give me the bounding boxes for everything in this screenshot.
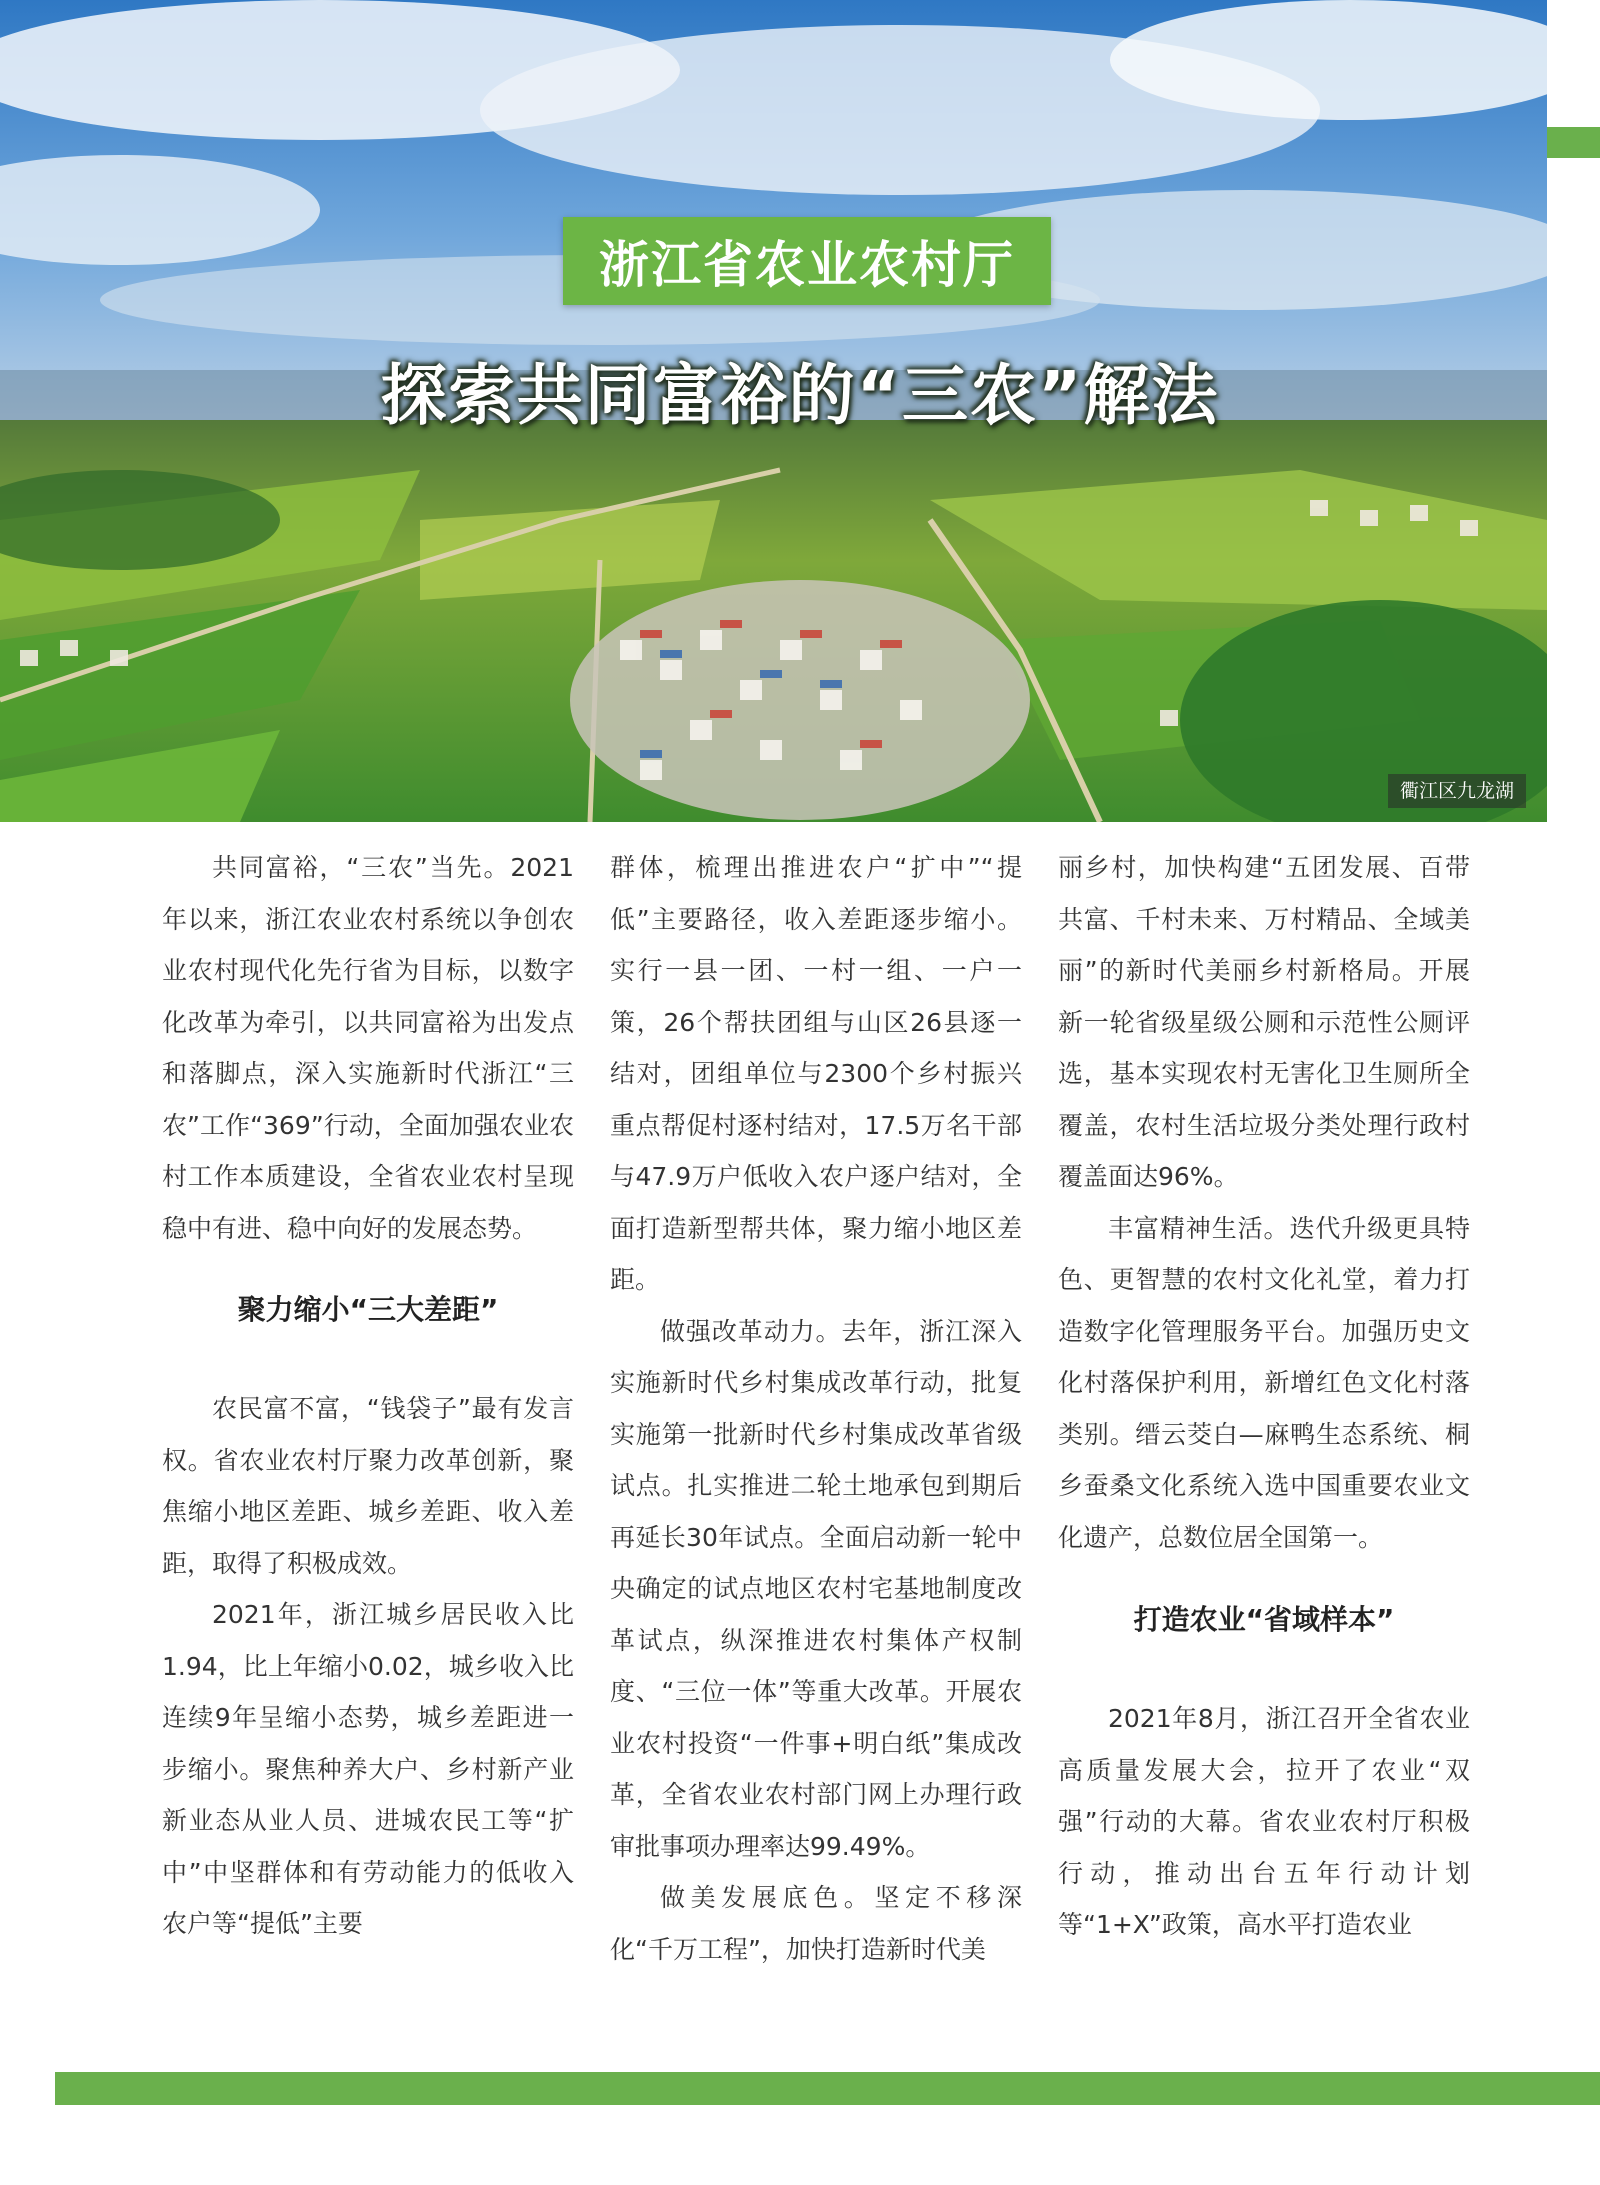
paragraph: 2021年8月，浙江召开全省农业高质量发展大会，拉开了农业“双强”行动的大幕。省农业农村厅积极行动，推动出台五年行动计划等“1+X”政策，高水平打造农业 (1058, 1704, 1470, 1939)
spacer (1058, 1645, 1470, 1693)
paragraph: 群体，梳理出推进农户“扩中”“提低”主要路径，收入差距逐步缩小。实行一县一团、一村一组、一户一策，26个帮扶团组与山区26县逐一结对，团组单位与2300个乡村振兴重点帮促村逐村结对，17.5万名干部与47.9万户低收入农户逐户结对，全面打造新型帮共体，聚力缩小地区差距。 (610, 853, 1022, 1294)
side-tab-marker (1547, 127, 1600, 158)
footer-bar (55, 2072, 1600, 2105)
section-subheading: 打造农业“省域样本” (1133, 1603, 1395, 1636)
paragraph: 丽乡村，加快构建“五团发展、百带共富、千村未来、万村精品、全域美丽”的新时代美丽乡村新格局。开展新一轮省级星级公厕和示范性公厕评选，基本实现农村无害化卫生厕所全覆盖，农村生活垃圾分类处理行政村覆盖面达96%。 (1058, 853, 1470, 1191)
section-subheading: 聚力缩小“三大差距” (237, 1293, 499, 1326)
photo-credit: 衢江区九龙湖 (1388, 774, 1526, 808)
article-column-1 (162, 842, 574, 1950)
article-headline: 探索共同富裕的“三农”解法 (380, 357, 1220, 434)
department-badge: 浙江省农业农村厅 (563, 217, 1051, 305)
article-column-3 (1058, 842, 1470, 1951)
spacer (1058, 1563, 1470, 1595)
paragraph: 做美发展底色。坚定不移深化“千万工程”，加快打造新时代美 (610, 1883, 1022, 1964)
spacer (162, 1335, 574, 1383)
paragraph: 农民富不富，“钱袋子”最有发言权。省农业农村厅聚力改革创新，聚焦缩小地区差距、城乡差距、收入差距，取得了积极成效。 (162, 1394, 574, 1578)
spacer (162, 1254, 574, 1285)
article-column-2 (610, 842, 1022, 1975)
paragraph: 丰富精神生活。迭代升级更具特色、更智慧的农村文化礼堂，着力打造数字化管理服务平台。加强历史文化村落保护利用，新增红色文化村落类别。缙云茭白—麻鸭生态系统、桐乡蚕桑文化系统入选中国重要农业文化遗产，总数位居全国第一。 (1058, 1213, 1470, 1552)
paragraph: 2021年，浙江城乡居民收入比1.94，比上年缩小0.02，城乡收入比连续9年呈缩小态势，城乡差距进一步缩小。聚焦种养大户、乡村新产业新业态从业人员、进城农民工等“扩中”中坚群体和有劳动能力的低收入农户等“提低”主要 (162, 1600, 574, 1938)
paragraph: 共同富裕，“三农”当先。2021年以来，浙江农业农村系统以争创农业农村现代化先行省为目标，以数字化改革为牵引，以共同富裕为出发点和落脚点，深入实施新时代浙江“三农”工作“369”行动，全面加强农业农村工作本质建设，全省农业农村呈现稳中有进、稳中向好的发展态势。 (162, 853, 574, 1243)
paragraph: 做强改革动力。去年，浙江深入实施新时代乡村集成改革行动，批复实施第一批新时代乡村集成改革省级试点。扎实推进二轮土地承包到期后再延长30年试点。全面启动新一轮中央确定的试点地区农村宅基地制度改革试点，纵深推进农村集体产权制度、“三位一体”等重大改革。开展农业农村投资“一件事+明白纸”集成改革，全省农业农村部门网上办理行政审批事项办理率达99.49%。 (610, 1316, 1022, 1861)
